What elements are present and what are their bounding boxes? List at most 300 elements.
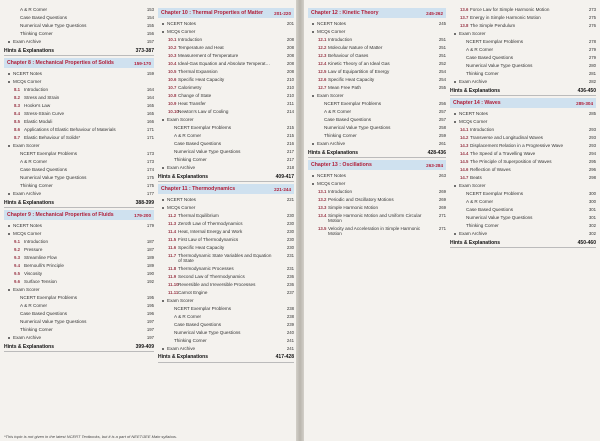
page-number: 221 (286, 197, 294, 202)
entry-title: Exam Archive (167, 165, 196, 170)
entry-title: NCERT Exemplar Problems (466, 191, 524, 196)
entry-title: Stress-Strain Curve (24, 111, 65, 116)
entry-title: First Law of Thermodynamics (178, 237, 239, 242)
hints-label: Hints & Explanations (450, 87, 501, 94)
page-number: 208 (286, 53, 294, 58)
entry-title: Thinking Corner (466, 223, 499, 228)
page-number: 166 (146, 119, 154, 124)
entry-title: Molecular Nature of Matter (328, 45, 383, 50)
page-number: 271 (438, 213, 446, 218)
entry-title: Case Based Questions (466, 207, 513, 212)
entry-title: Case Based Questions (20, 15, 67, 20)
toc-topic (4, 238, 154, 246)
page-number: 173 (146, 159, 154, 164)
toc-entry (158, 305, 294, 313)
right-page (304, 6, 600, 427)
entry-title: Exam Scorer (13, 143, 40, 148)
entry-title: Beats (470, 175, 482, 180)
entry-title: A & R Corner (466, 199, 494, 204)
page-number: 187 (146, 247, 154, 252)
entry-title: Zeroth Law of Thermodynamics (178, 221, 243, 226)
page-number: 197 (146, 335, 154, 340)
topic-number: 11.4 (168, 229, 177, 234)
toc-topic (450, 126, 596, 134)
page-number: 211 (287, 101, 294, 106)
page-number: 201 (286, 21, 294, 26)
entry-title: Thinking Corner (466, 71, 499, 76)
toc-topic (308, 76, 446, 84)
chapter-pages: 201-220 (274, 10, 291, 16)
page-number: 269 (438, 197, 446, 202)
page-number: 210 (286, 85, 294, 90)
entry-title: Hooke's Law (24, 103, 51, 108)
toc-entry (4, 70, 154, 78)
entry-title: The Simple Pendulum (470, 23, 516, 28)
page-number: 165 (146, 111, 154, 116)
hints-heading (450, 86, 596, 96)
bullet-icon (312, 95, 314, 97)
chapter-heading (158, 8, 294, 18)
entry-title: MCQs Corner (459, 119, 488, 124)
toc-entry (308, 180, 446, 188)
page-number: 197 (146, 327, 154, 332)
toc-entry (450, 110, 596, 118)
toc-entry (4, 14, 154, 22)
page-number: 302 (588, 231, 596, 236)
entry-title: Applications of Elastic Behaviour of Materials (24, 127, 116, 132)
page-number: 236 (286, 273, 294, 279)
toc-entry (4, 182, 154, 190)
page-number: 263 (438, 173, 446, 178)
page-number: 215 (286, 125, 294, 130)
page-number: 197 (146, 319, 154, 324)
toc-entry (4, 326, 154, 334)
topic-number: 11.3 (168, 221, 177, 226)
topic-number: 13.2 (318, 197, 327, 202)
entry-title: NCERT Notes (167, 197, 196, 202)
toc-topic (158, 228, 294, 236)
topic-number: 14.1 (460, 127, 469, 132)
bullet-icon (312, 143, 314, 145)
page-number: 254 (438, 77, 446, 82)
page-number: 275 (588, 15, 596, 20)
entry-title: The Principle of Superposition of Waves (470, 159, 552, 164)
entry-title: MCQs Corner (317, 29, 346, 34)
entry-title: Simple Harmonic Motion (328, 205, 379, 210)
entry-title: NCERT Exemplar Problems (324, 101, 382, 106)
toc-topic (4, 270, 154, 278)
toc-topic (4, 246, 154, 254)
entry-title: Case Based Questions (466, 55, 513, 60)
entry-title: Second Law of Thermodynamics (178, 273, 245, 279)
topic-number: 8.3 (14, 103, 20, 108)
page-number: 293 (588, 127, 596, 132)
entry-title: MCQs Corner (167, 205, 196, 210)
page-number: 294 (588, 151, 596, 156)
bullet-icon (162, 119, 164, 121)
chapter-pages: 245-262 (426, 10, 443, 16)
bullet-icon (312, 31, 314, 33)
entry-title: Ideal-Gas Equation and Absolute Temperature (178, 61, 272, 66)
entry-title: Numerical Value Type Questions (466, 215, 533, 220)
bullet-icon (312, 23, 314, 25)
toc-entry (450, 182, 596, 190)
page-number: 189 (146, 263, 154, 268)
toc-entry (4, 174, 154, 182)
toc-entry (158, 329, 294, 337)
page-number: 259 (438, 133, 446, 138)
toc-entry (4, 230, 154, 238)
entry-title: The Speed of a Travelling Wave (470, 151, 536, 156)
page-number: 295 (588, 159, 596, 164)
hints-label: Hints & Explanations (4, 47, 55, 54)
topic-number: 14.7 (460, 175, 469, 180)
entry-title: Numerical Value Type Questions (20, 319, 87, 324)
page-number: 279 (588, 55, 596, 60)
topic-number: 13.7 (460, 15, 469, 20)
page-number: 257 (438, 109, 446, 114)
toc-entry (158, 313, 294, 321)
page-number: 210 (286, 77, 294, 82)
toc-topic (308, 36, 446, 44)
bullet-icon (8, 145, 10, 147)
page-number: 217 (286, 149, 294, 154)
bullet-icon (454, 121, 456, 123)
toc-entry (308, 124, 446, 132)
page-number: 258 (438, 125, 446, 130)
entry-title: Thinking Corner (174, 337, 207, 343)
page-number: 255 (438, 85, 446, 90)
entry-title: Thinking Corner (174, 157, 207, 162)
entry-title: Elastic Behaviour of Solids* (24, 135, 81, 140)
entry-title: Transverse and Longitudinal Waves (470, 135, 543, 140)
entry-title: Numerical Value Type Questions (324, 125, 391, 130)
toc-topic (450, 142, 596, 150)
hints-heading (4, 342, 154, 352)
toc-entry (450, 46, 596, 54)
entry-title: Exam Scorer (167, 297, 194, 303)
topic-number: 13.4 (318, 213, 327, 218)
page-number: 214 (286, 109, 294, 114)
bullet-icon (312, 175, 314, 177)
topic-number: 10.9 (168, 101, 177, 106)
topic-number: 10.2 (168, 45, 177, 50)
toc-topic (450, 6, 596, 14)
entry-title: Case Based Questions (174, 141, 221, 146)
hints-pages: 373-387 (135, 47, 154, 54)
topic-number: 10.8 (168, 93, 177, 98)
entry-title: Exam Scorer (317, 93, 344, 98)
entry-title: Case Based Questions (174, 321, 221, 327)
entry-title: Introduction (328, 37, 353, 42)
bullet-icon (454, 113, 456, 115)
page-number: 269 (438, 189, 446, 194)
page-number: 231 (286, 253, 294, 258)
toc-topic (4, 134, 154, 142)
bullet-icon (454, 233, 456, 235)
toc-entry (158, 297, 294, 305)
footnote: *This topic is not given in the latest NCERT Textbooks, but it is a part of NEET/JEE Main syllabus. (4, 434, 177, 439)
entry-title: Numerical Value Type Questions (174, 149, 241, 154)
hints-pages: 436-450 (577, 87, 596, 94)
toc-entry (308, 108, 446, 116)
bullet-icon (454, 33, 456, 35)
chapter-heading (158, 184, 294, 194)
topic-number: 11.11 (168, 289, 179, 295)
entry-title: Streamline Flow (24, 255, 57, 260)
entry-title: NCERT Notes (167, 21, 196, 26)
topic-number: 13.8 (460, 23, 469, 28)
chapter-pages: 159-170 (134, 60, 151, 66)
entry-title: NCERT Notes (317, 173, 346, 178)
topic-number: 8.7 (14, 135, 20, 140)
page-number: 301 (588, 207, 596, 212)
entry-title: Exam Scorer (167, 117, 194, 122)
hints-heading (4, 46, 154, 56)
page-number: 190 (146, 271, 154, 276)
bullet-icon (8, 81, 10, 83)
chapter-heading (4, 210, 154, 220)
toc-entry (450, 230, 596, 238)
page-number: 179 (146, 223, 154, 228)
topic-number: 13.5 (318, 225, 327, 231)
toc-column-4 (450, 6, 596, 250)
topic-number: 10.6 (168, 77, 177, 82)
entry-title: Exam Archive (167, 345, 196, 351)
page-number: 192 (146, 279, 154, 284)
entry-title: Numerical Value Type Questions (466, 63, 533, 68)
entry-title: Reflection of Waves (470, 167, 511, 172)
toc-topic (308, 196, 446, 204)
toc-entry (158, 140, 294, 148)
entry-title: A & R Corner (20, 7, 48, 12)
page-number: 174 (146, 167, 154, 172)
topic-number: 13.3 (318, 205, 327, 210)
page-number: 238 (286, 305, 294, 311)
toc-entry (158, 28, 294, 36)
entry-title: A & R Corner (20, 159, 48, 164)
toc-topic (158, 212, 294, 220)
topic-number: 8.2 (14, 95, 20, 100)
topic-number: 12.2 (318, 45, 327, 50)
toc-entry (158, 156, 294, 164)
page-number: 300 (588, 199, 596, 204)
entry-title: Simple Harmonic Motion and Uniform Circular Motion (328, 213, 422, 224)
page-number: 245 (438, 21, 446, 26)
entry-title: Exam Scorer (13, 287, 40, 292)
entry-title: A & R Corner (174, 313, 202, 319)
hints-heading (4, 198, 154, 208)
entry-title: Behaviour of Gases (328, 53, 369, 58)
page-number: 217 (286, 157, 294, 162)
toc-entry (158, 164, 294, 172)
entry-title: NCERT Exemplar Problems (20, 295, 78, 300)
page-number: 279 (588, 47, 596, 52)
toc-entry (450, 190, 596, 198)
toc-topic (308, 188, 446, 196)
toc-entry (158, 124, 294, 132)
topic-number: 10.7 (168, 85, 177, 90)
hints-label: Hints & Explanations (4, 343, 55, 350)
topic-number: 12.1 (318, 37, 327, 42)
page-number: 293 (588, 143, 596, 148)
hints-label: Hints & Explanations (158, 173, 209, 180)
entry-title: Thermal Equilibrium (178, 213, 219, 218)
bullet-icon (162, 31, 164, 33)
toc-topic (158, 60, 294, 68)
chapter-heading (308, 8, 446, 18)
toc-topic (158, 52, 294, 60)
page-number: 175 (146, 183, 154, 188)
page-number: 273 (588, 7, 596, 12)
entry-title: MCQs Corner (167, 29, 196, 34)
entry-title: Exam Archive (13, 335, 42, 340)
toc-topic (308, 225, 446, 238)
entry-title: Specific Heat Capacity (178, 245, 225, 250)
entry-title: Exam Archive (317, 141, 346, 146)
topic-number: 9.2 (14, 247, 20, 252)
topic-number: 14.2 (460, 135, 469, 140)
entry-title: NCERT Notes (13, 71, 42, 76)
toc-entry (450, 198, 596, 206)
toc-entry (4, 310, 154, 318)
entry-title: Thermodynamic State Variables and Equation of State (178, 253, 272, 264)
page-number: 241 (286, 345, 294, 351)
entry-title: Force Law for Simple Harmonic Motion (470, 7, 550, 12)
entry-title: Velocity and Acceleration in Simple Harmonic Motion (328, 225, 421, 237)
chapter-title: Chapter 14 : Waves (453, 100, 501, 106)
topic-number: 14.6 (460, 167, 469, 172)
page-number: 280 (588, 63, 596, 68)
page-number: 208 (286, 37, 294, 42)
toc-entry (450, 206, 596, 214)
entry-title: Introduction (24, 239, 49, 244)
toc-entry (4, 142, 154, 150)
toc-entry (450, 38, 596, 46)
entry-title: Newton's Law of Cooling (178, 109, 229, 114)
topic-number: 11.9 (168, 273, 177, 279)
toc-entry (158, 345, 294, 353)
page-number: 252 (438, 61, 446, 66)
topic-number: 13.1 (318, 189, 327, 194)
toc-entry (450, 78, 596, 86)
page-number: 231 (286, 265, 294, 271)
topic-number: 8.4 (14, 111, 20, 116)
entry-title: Energy in Simple Harmonic Motion (470, 15, 541, 20)
entry-title: Change of State (178, 93, 212, 98)
topic-number: 9.4 (14, 263, 20, 268)
entry-title: Periodic and Oscillatory Motions (328, 197, 394, 202)
page-number: 271 (438, 225, 446, 231)
page-number: 154 (146, 15, 154, 20)
toc-topic (308, 52, 446, 60)
bullet-icon (454, 81, 456, 83)
page-number: 210 (286, 93, 294, 98)
toc-topic (450, 166, 596, 174)
topic-number: 8.1 (14, 87, 20, 92)
chapter-pages: 285-304 (576, 100, 593, 106)
toc-topic (450, 174, 596, 182)
topic-number: 13.6 (460, 7, 469, 12)
page-number: 257 (438, 117, 446, 122)
toc-entry (450, 62, 596, 70)
page-number: 156 (146, 31, 154, 36)
entry-title: Mean Free Path (328, 85, 361, 90)
toc-entry (4, 166, 154, 174)
page-number: 296 (588, 167, 596, 172)
toc-entry (4, 222, 154, 230)
entry-title: Heat Transfer (178, 101, 206, 106)
bullet-icon (162, 167, 164, 169)
topic-number: 9.1 (14, 239, 20, 244)
toc-topic (158, 100, 294, 108)
page-number: 164 (146, 87, 154, 92)
entry-title: Exam Archive (13, 39, 42, 44)
page-number: 171 (146, 135, 154, 140)
toc-entry (4, 190, 154, 198)
left-page (0, 6, 296, 427)
entry-title: NCERT Exemplar Problems (20, 151, 78, 156)
entry-title: MCQs Corner (317, 181, 346, 186)
toc-entry (450, 54, 596, 62)
entry-title: Pressure (24, 247, 43, 252)
page-number: 216 (286, 141, 294, 146)
toc-topic (308, 212, 446, 225)
entry-title: Elastic Moduli (24, 119, 53, 124)
entry-title: Viscosity (24, 271, 43, 276)
toc-entry (4, 22, 154, 30)
page-number: 208 (286, 69, 294, 74)
entry-title: Surface Tension (24, 279, 57, 284)
topic-number: 9.3 (14, 255, 20, 260)
entry-title: Exam Archive (459, 79, 488, 84)
toc-topic (158, 236, 294, 244)
topic-number: 12.6 (318, 77, 327, 82)
page-number: 281 (588, 71, 596, 76)
entry-title: Exam Archive (459, 231, 488, 236)
hints-label: Hints & Explanations (4, 199, 55, 206)
topic-number: 11.10 (168, 281, 179, 287)
page-number: 230 (286, 237, 294, 242)
page-number: 293 (588, 135, 596, 140)
toc-entry (308, 140, 446, 148)
toc-entry (450, 70, 596, 78)
toc-entry (158, 321, 294, 329)
entry-title: Numerical Value Type Questions (20, 175, 87, 180)
page-number: 241 (286, 337, 294, 343)
bullet-icon (162, 23, 164, 25)
page-number: 302 (588, 223, 596, 228)
toc-topic (158, 252, 294, 265)
page-number: 256 (438, 101, 446, 106)
entry-title: Law of Equipartition of Energy (328, 69, 390, 74)
entry-title: Case Based Questions (324, 117, 371, 122)
toc-topic (158, 265, 294, 273)
entry-title: A & R Corner (466, 47, 494, 52)
page-number: 208 (286, 45, 294, 50)
toc-topic (450, 150, 596, 158)
entry-title: A & R Corner (174, 133, 202, 138)
bullet-icon (454, 185, 456, 187)
toc-topic (158, 44, 294, 52)
topic-number: 12.4 (318, 61, 327, 66)
topic-number: 8.5 (14, 119, 20, 124)
entry-title: MCQs Corner (13, 79, 42, 84)
toc-entry (308, 20, 446, 28)
topic-number: 10.1 (168, 37, 177, 42)
chapter-title: Chapter 13 : Oscillations (311, 162, 372, 168)
page-number: 240 (286, 329, 294, 335)
